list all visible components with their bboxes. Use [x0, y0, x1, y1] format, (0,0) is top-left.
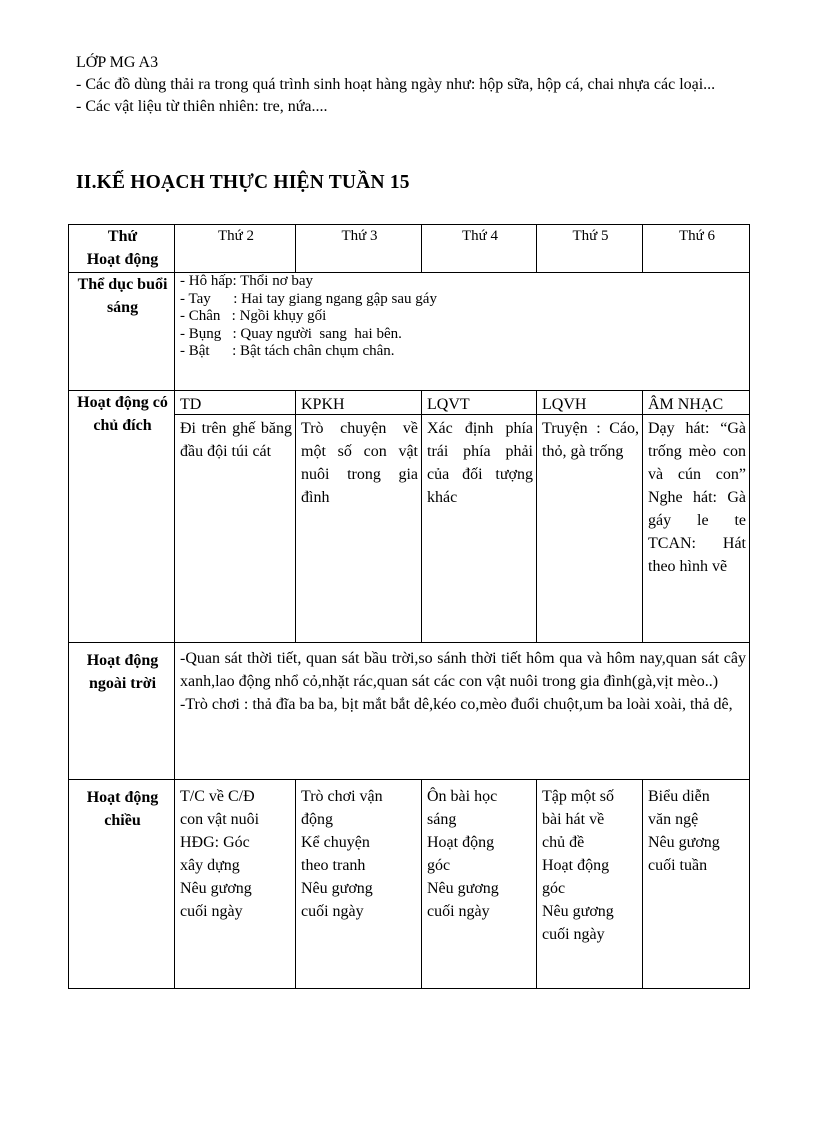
- day-header-cell: Thứ 2: [175, 225, 296, 273]
- outdoor-observation-text: -Quan sát thời tiết, quan sát bầu trời,so sánh thời tiết hôm qua và hôm nay,quan sát cây xanh,lao động nhổ cỏ,nhặt rác,quan sát các con vật nuôi trong gia đình(gà,vịt mèo..): [180, 650, 746, 690]
- activity-description: Truyện : Cáo, thỏ, gà trống: [542, 420, 639, 460]
- afternoon-line: góc: [542, 880, 566, 897]
- afternoon-line: Ôn bài học: [427, 788, 498, 805]
- intro-line-2: - Các vật liệu từ thiên nhiên: tre, nứa....: [76, 98, 328, 115]
- row-label-afternoon-activity: Hoạt động chiều: [69, 780, 175, 989]
- afternoon-line: Nêu gương: [542, 903, 614, 920]
- activity-description: Đi trên ghế băng đầu đội túi cát: [180, 420, 292, 460]
- afternoon-line: sáng: [427, 811, 457, 828]
- afternoon-line: bài hát về: [542, 811, 605, 828]
- afternoon-line: Trò chơi vận: [301, 788, 383, 805]
- subject-label: KPKH: [296, 391, 421, 415]
- intro-line-1: - Các đồ dùng thải ra trong quá trình sinh hoạt hàng ngày như: hộp sữa, hộp cá, chai nhựa các loại...: [76, 76, 716, 93]
- intro-section: [76, 52, 756, 118]
- day-header-cell: Thứ 6: [643, 225, 750, 273]
- row-label-morning-exercise: Thể dục buổi sáng: [69, 273, 175, 391]
- afternoon-line: xây dựng: [180, 857, 240, 874]
- afternoon-line: cuối ngày: [542, 926, 605, 943]
- morning-exercise-row: [69, 273, 750, 391]
- corner-header-cell: [69, 225, 175, 273]
- row-label-focused-activity: Hoạt động có chủ đích: [69, 391, 175, 643]
- class-label: LỚP MG A3: [76, 54, 159, 71]
- morning-exercise-line: - Hô hấp: Thổi nơ bay: [180, 273, 314, 289]
- activity-description: Dạy hát: “Gà trống mèo con và cún con” Nghe hát: Gà gáy le te TCAN: Hát theo hình vẽ: [648, 420, 746, 575]
- afternoon-activity-cell: [296, 780, 422, 989]
- afternoon-line: con vật nuôi: [180, 811, 260, 828]
- afternoon-activity-cell: [175, 780, 296, 989]
- afternoon-line: Biểu diễn: [648, 788, 710, 805]
- afternoon-line: theo tranh: [301, 857, 366, 874]
- morning-exercise-line: - Bụng : Quay người sang hai bên.: [180, 325, 402, 342]
- afternoon-line: HĐG: Góc: [180, 834, 250, 851]
- afternoon-line: động: [301, 811, 333, 828]
- focused-activity-cell: [422, 391, 537, 643]
- afternoon-line: cuối tuần: [648, 857, 708, 874]
- day-header-cell: Thứ 3: [296, 225, 422, 273]
- subject-label: TD: [175, 391, 295, 415]
- afternoon-line: Tập một số: [542, 788, 614, 805]
- header-row: [69, 225, 750, 273]
- afternoon-line: Nêu gương: [301, 880, 373, 897]
- day-header-cell: Thứ 4: [422, 225, 537, 273]
- morning-exercise-line: - Bật : Bật tách chân chụm chân.: [180, 343, 395, 359]
- afternoon-line: Nêu gương: [648, 834, 720, 851]
- afternoon-line: Hoạt động: [427, 834, 495, 851]
- morning-exercise-content: [175, 273, 750, 391]
- morning-exercise-line: - Tay : Hai tay giang ngang gập sau gáy: [180, 290, 437, 307]
- afternoon-line: văn ngệ: [648, 811, 699, 828]
- row-label-outdoor-activity: Hoạt động ngoài trời: [69, 643, 175, 780]
- afternoon-activity-cell: [422, 780, 537, 989]
- weekly-plan-table: [68, 224, 750, 989]
- focused-activity-cell: [537, 391, 643, 643]
- corner-header-bottom: Hoạt động: [86, 251, 159, 268]
- activity-description: Xác định phía trái phía phải của đối tượng khác: [427, 420, 533, 506]
- afternoon-line: Kể chuyện: [301, 834, 370, 851]
- afternoon-line: Nêu gương: [427, 880, 499, 897]
- afternoon-line: cuối ngày: [427, 903, 490, 920]
- focused-activity-cell: [643, 391, 750, 643]
- corner-header-top: Thứ: [107, 228, 138, 245]
- afternoon-line: cuối ngày: [180, 903, 243, 920]
- subject-label: LQVH: [537, 391, 642, 415]
- focused-activity-row: [69, 391, 750, 643]
- outdoor-activity-row: [69, 643, 750, 780]
- day-header-cell: Thứ 5: [537, 225, 643, 273]
- afternoon-activity-cell: [643, 780, 750, 989]
- subject-label: ÂM NHẠC: [643, 391, 749, 415]
- afternoon-line: Nêu gương: [180, 880, 252, 897]
- section-heading: II.KẾ HOẠCH THỰC HIỆN TUẦN 15: [76, 172, 410, 193]
- afternoon-activity-cell: [537, 780, 643, 989]
- subject-label: LQVT: [422, 391, 536, 415]
- afternoon-line: cuối ngày: [301, 903, 364, 920]
- afternoon-line: Hoạt động: [542, 857, 610, 874]
- activity-description: Trò chuyện về một số con vật nuôi trong gia đình: [301, 420, 418, 506]
- afternoon-line: T/C về C/Đ: [180, 788, 255, 805]
- outdoor-games-text: -Trò chơi : thả đĩa ba ba, bịt mắt bắt dê,kéo co,mèo đuổi chuột,um ba loài xoài, thả dê,: [180, 696, 733, 713]
- afternoon-activity-row: [69, 780, 750, 989]
- focused-activity-cell: [296, 391, 422, 643]
- afternoon-line: chủ đề: [542, 834, 585, 851]
- outdoor-activity-content: [175, 643, 750, 780]
- focused-activity-cell: [175, 391, 296, 643]
- morning-exercise-line: - Chân : Ngồi khụy gối: [180, 308, 327, 324]
- afternoon-line: góc: [427, 857, 451, 874]
